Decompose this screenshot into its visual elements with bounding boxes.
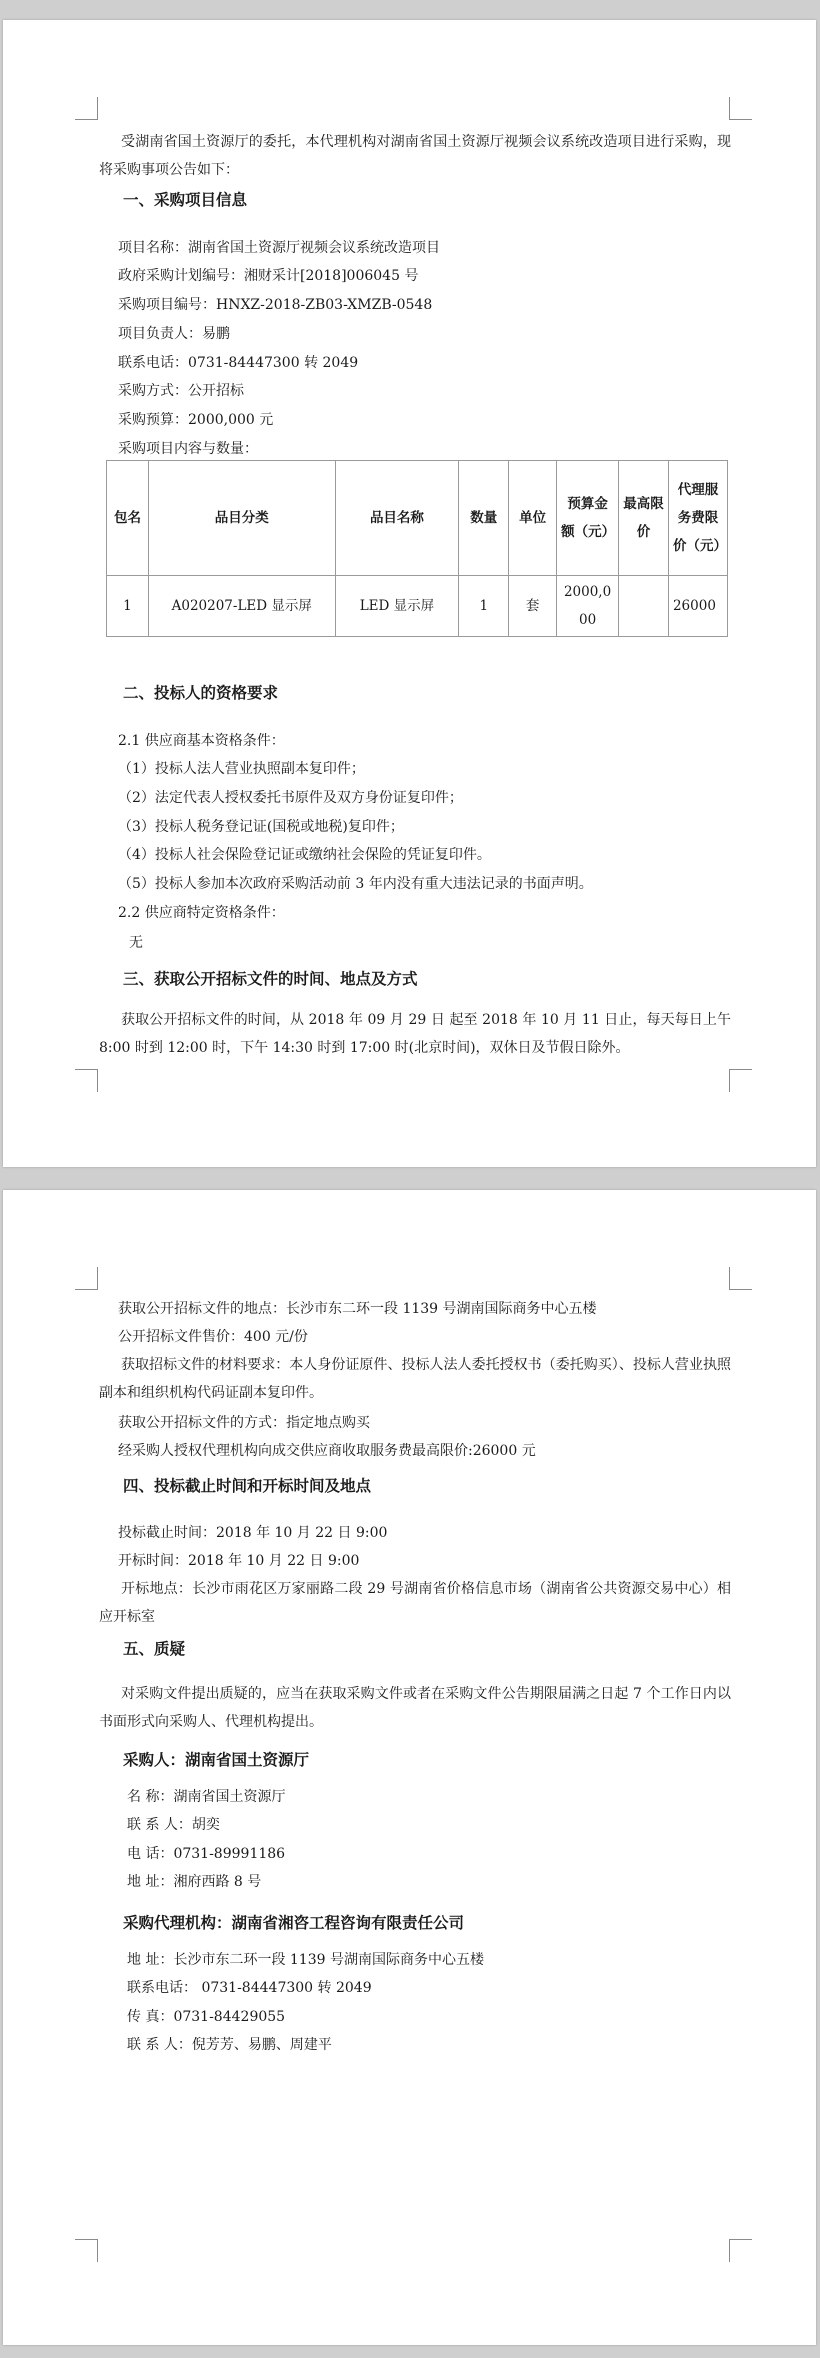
crop-mark	[75, 1267, 98, 1290]
purchaser-contact: 联 系 人：胡奕	[127, 1817, 220, 1833]
service-fee-limit: 经采购人授权代理机构向成交供应商收取服务费最高限价:26000 元	[118, 1443, 536, 1459]
agency-fax: 传 真：0731-84429055	[127, 2009, 286, 2025]
opening-place: 开标地点：长沙市雨花区万家丽路二段 29 号湖南省价格信息市场（湖南省公共资源交易中心）相应开标室	[99, 1581, 731, 1625]
crop-mark	[729, 97, 752, 120]
project-manager: 项目负责人：易鹏	[118, 326, 230, 342]
qualification-item: （5）投标人参加本次政府采购活动前 3 年内没有重大违法记录的书面声明。	[118, 876, 593, 892]
section-5-title: 五、质疑	[123, 1639, 186, 1658]
column-header: 品目名称	[335, 461, 459, 576]
table-cell: LED 显示屏	[335, 576, 459, 637]
crop-mark	[729, 2239, 752, 2262]
document-page-2	[3, 1190, 816, 2345]
agency-contacts: 联 系 人：倪芳芳、易鹏、周建平	[127, 2037, 332, 2053]
materials-paragraph: 获取招标文件的材料要求：本人身份证原件、投标人法人委托授权书（委托购买）、投标人营业执照副本和组织机构代码证副本复印件。	[99, 1357, 731, 1401]
purchaser-phone: 电 话：0731-89991186	[127, 1846, 286, 1862]
qualification-item: （1）投标人法人营业执照副本复印件；	[118, 761, 365, 777]
section-3-title: 三、获取公开招标文件的时间、地点及方式	[123, 969, 418, 988]
challenge-paragraph: 对采购文件提出质疑的，应当在获取采购文件或者在采购文件公告期限届满之日起 7 个工作日内以书面形式向采购人、代理机构提出。	[99, 1686, 731, 1730]
qualification-item: （2）法定代表人授权委托书原件及双方身份证复印件；	[118, 790, 463, 806]
column-header: 数量	[459, 461, 509, 576]
items-table	[106, 460, 728, 637]
purchaser-title: 采购人：湖南省国土资源厅	[123, 1750, 310, 1769]
project-name: 项目名称：湖南省国土资源厅视频会议系统改造项目	[118, 240, 440, 256]
qualification-item: （3）投标人税务登记证(国税或地税)复印件；	[118, 819, 404, 835]
acquisition-method: 获取公开招标文件的方式：指定地点购买	[118, 1415, 370, 1431]
purchaser-address: 地 址：湘府西路 8 号	[127, 1874, 262, 1890]
table-cell: 2000,000	[557, 576, 619, 637]
table-cell: 26000	[668, 576, 727, 637]
section-4-title: 四、投标截止时间和开标时间及地点	[123, 1476, 372, 1495]
crop-mark	[729, 1069, 752, 1092]
intro-paragraph: 受湖南省国土资源厅的委托，本代理机构对湖南省国土资源厅视频会议系统改造项目进行采购，现将采购事项公告如下：	[99, 134, 731, 178]
crop-mark	[729, 1267, 752, 1290]
plan-number: 政府采购计划编号：湘财采计[2018]006045 号	[118, 268, 419, 284]
section-1-title: 一、采购项目信息	[123, 190, 248, 209]
specific-qualification-none: 无	[129, 935, 143, 951]
table-cell: 1	[459, 576, 509, 637]
table-row	[107, 576, 728, 637]
acquisition-time-paragraph: 获取公开招标文件的时间，从 2018 年 09 月 29 日 起至 2018 年 10 月 11 日止，每天每日上午 8:00 时到 12:00 时，下午 14:30 时到 17:00 时(北京时间)，双休日及节假日除外。	[99, 1012, 731, 1056]
opening-time: 开标时间：2018 年 10 月 22 日 9:00	[118, 1553, 360, 1569]
table-cell: A020207-LED 显示屏	[148, 576, 335, 637]
document-page-1	[3, 20, 816, 1167]
acquisition-place: 获取公开招标文件的地点：长沙市东二环一段 1139 号湖南国际商务中心五楼	[118, 1301, 597, 1317]
content-quantity-label: 采购项目内容与数量：	[118, 441, 258, 457]
procurement-budget: 采购预算：2000,000 元	[118, 412, 274, 428]
document-price: 公开招标文件售价：400 元/份	[118, 1329, 308, 1345]
section-2-title: 二、投标人的资格要求	[123, 683, 279, 702]
column-header: 品目分类	[148, 461, 335, 576]
table-header-row	[107, 461, 728, 576]
column-header: 包名	[107, 461, 149, 576]
bid-deadline: 投标截止时间：2018 年 10 月 22 日 9:00	[118, 1525, 388, 1541]
basic-qualification-heading: 2.1 供应商基本资格条件：	[118, 733, 285, 749]
agency-title: 采购代理机构：湖南省湘咨工程咨询有限责任公司	[123, 1913, 465, 1932]
crop-mark	[75, 97, 98, 120]
table-cell	[619, 576, 669, 637]
column-header: 最高限价	[619, 461, 669, 576]
column-header: 代理服务费限价（元）	[668, 461, 727, 576]
table-cell: 1	[107, 576, 149, 637]
column-header: 单位	[509, 461, 557, 576]
procurement-method: 采购方式：公开招标	[118, 383, 244, 399]
table-cell: 套	[509, 576, 557, 637]
qualification-item: （4）投标人社会保险登记证或缴纳社会保险的凭证复印件。	[118, 847, 491, 863]
crop-mark	[75, 2239, 98, 2262]
agency-phone: 联系电话： 0731-84447300 转 2049	[127, 1980, 372, 1996]
project-number: 采购项目编号：HNXZ-2018-ZB03-XMZB-0548	[118, 297, 433, 313]
column-header: 预算金额（元）	[557, 461, 619, 576]
crop-mark	[75, 1069, 98, 1092]
purchaser-name: 名 称：湖南省国土资源厅	[127, 1789, 286, 1805]
specific-qualification-heading: 2.2 供应商特定资格条件：	[118, 905, 285, 921]
contact-phone: 联系电话：0731-84447300 转 2049	[118, 355, 359, 371]
agency-address: 地 址：长沙市东二环一段 1139 号湖南国际商务中心五楼	[127, 1952, 484, 1968]
